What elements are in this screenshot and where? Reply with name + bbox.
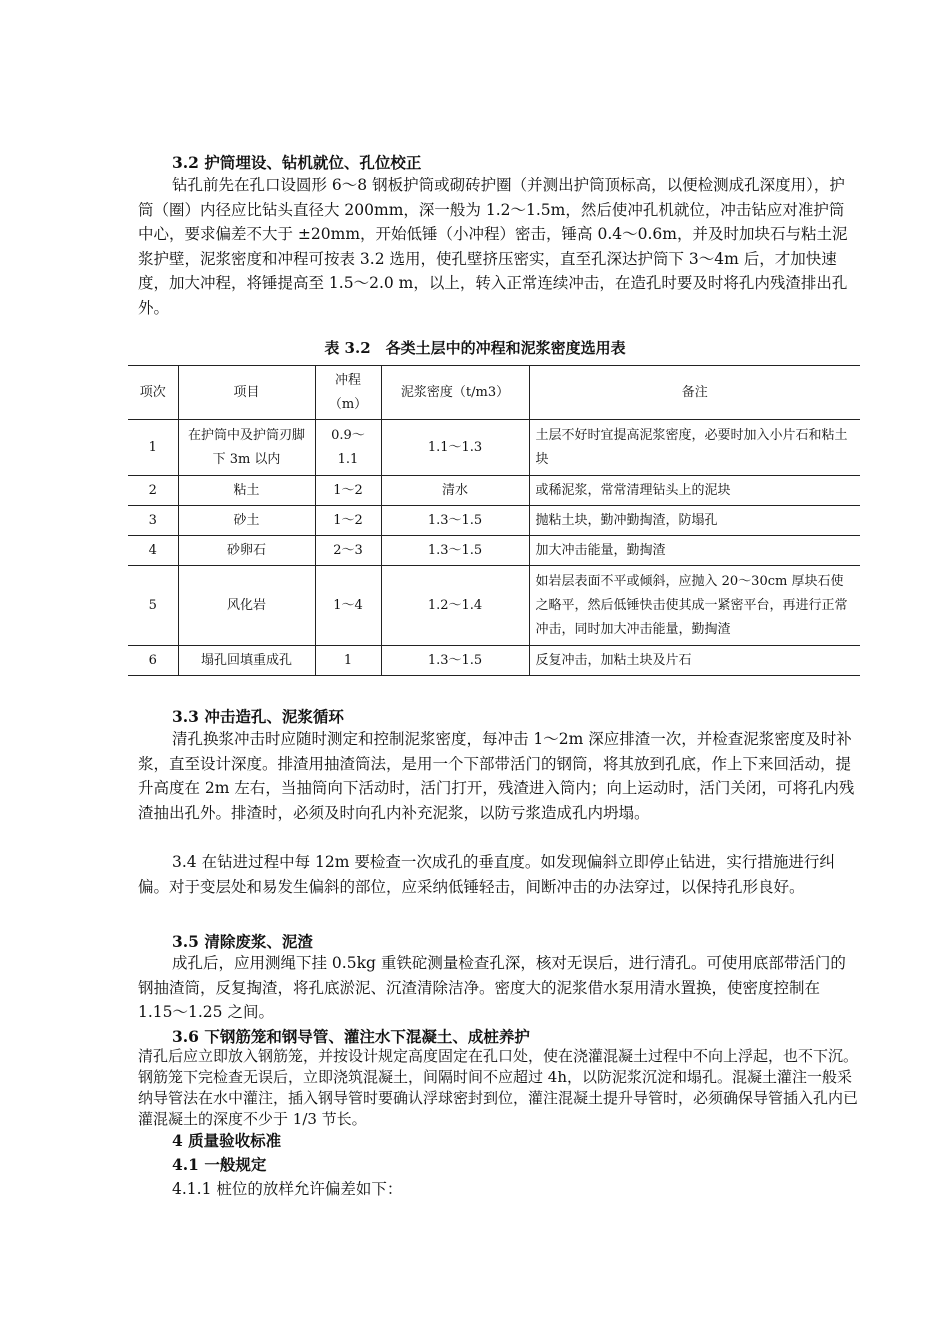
- section-3-5-heading: 3.5 清除废浆、泥渣: [172, 932, 313, 951]
- cell-density: 1.3～1.5: [381, 536, 529, 566]
- header-item: 项目: [178, 366, 315, 420]
- table-row: [128, 646, 860, 676]
- table-row: [128, 506, 860, 536]
- cell-density: 1.1～1.3: [381, 420, 529, 476]
- cell-stroke: 1～4: [315, 566, 381, 646]
- section-3-2-body: 钻孔前先在孔口设圆形 6～8 钢板护筒或砌砖护圈（并测出护筒顶标高，以便检测成孔深度用），护筒（圈）内径应比钻头直径大 200mm，深一般为 1.2～1.5m，然后使冲孔机就位，冲击钻应对准护筒中心，要求偏差不大于 ±20mm，开始低锤（小冲程）密击，锤高 0.4～0.6m，并及时加块石与粘土泥浆护壁，泥浆密度和冲程可按表 3.2 选用，使孔壁挤压密实，直至孔深达护筒下 3～4m 后，才加快速度，加大冲程，将锤提高至 1.5～2.0 m，以上，转入正常连续冲击，在造孔时要及时将孔内残渣排出孔外。: [138, 176, 848, 317]
- table-row: [128, 536, 860, 566]
- cell-item: 砂土: [178, 506, 315, 536]
- cell-stroke: 2～3: [315, 536, 381, 566]
- cell-index: 6: [128, 646, 178, 676]
- cell-item: 粘土: [178, 476, 315, 506]
- cell-item: 风化岩: [178, 566, 315, 646]
- cell-remark: 加大冲击能量，勤掏渣: [529, 536, 860, 566]
- cell-remark: 如岩层表面不平或倾斜，应抛入 20～30cm 厚块石使之略平，然后低锤快击使其成一紧密平台，再进行正常冲击，同时加大冲击能量，勤掏渣: [529, 566, 860, 646]
- section-3-6-body: 清孔后应立即放入钢筋笼，并按设计规定高度固定在孔口处，使在浇灌混凝土过程中不向上浮起，也不下沉。钢筋笼下完检查无误后，立即浇筑混凝土，间隔时间不应超过 4h，以防泥浆沉淀和塌孔。混凝土灌注一般采纳导管法在水中灌注，插入钢导管时要确认浮球密封到位，灌注混凝土提升导管时，必须确保导管插入孔内已灌混凝土的深度不少于 1/3 节长。: [138, 1047, 859, 1128]
- cell-density: 1.2～1.4: [381, 566, 529, 646]
- section-3-4-body: 3.4 在钻进过程中每 12m 要检查一次成孔的垂直度。如发现偏斜立即停止钻进，实行措施进行纠偏。对于变层处和易发生偏斜的部位，应采纳低锤轻击，间断冲击的办法穿过，以保持孔形良好。: [138, 853, 835, 896]
- table-row: [128, 420, 860, 476]
- cell-remark: 抛粘土块，勤冲勤掏渣，防塌孔: [529, 506, 860, 536]
- cell-index: 1: [128, 420, 178, 476]
- cell-item: 在护筒中及护筒刃脚下 3m 以内: [178, 420, 315, 476]
- cell-stroke: 1～2: [315, 506, 381, 536]
- cell-index: 2: [128, 476, 178, 506]
- header-remark: 备注: [529, 366, 860, 420]
- cell-stroke: 1: [315, 646, 381, 676]
- cell-density: 1.3～1.5: [381, 506, 529, 536]
- cell-item: 塌孔回填重成孔: [178, 646, 315, 676]
- section-3-5-body: 成孔后，应用测绳下挂 0.5kg 重铁砣测量检查孔深，核对无误后，进行清孔。可使用底部带活门的钢抽渣筒，反复掏渣，将孔底淤泥、沉渣清除洁净。密度大的泥浆借水泵用清水置换，使密度控制在 1.15～1.25 之间。: [138, 954, 846, 1021]
- table-caption: 表 3.2 各类土层中的冲程和泥浆密度选用表: [324, 339, 626, 357]
- cell-item: 砂卵石: [178, 536, 315, 566]
- cell-remark: 土层不好时宜提高泥浆密度，必要时加入小片石和粘土块: [529, 420, 860, 476]
- cell-stroke: 1～2: [315, 476, 381, 506]
- cell-index: 5: [128, 566, 178, 646]
- section-3-3-body: 清孔换浆冲击时应随时测定和控制泥浆密度，每冲击 1～2m 深应排渣一次，并检查泥浆密度及时补浆，直至设计深度。排渣用抽渣筒法，是用一个下部带活门的钢筒，将其放到孔底，作上下来回活动，提升高度在 2m 左右，当抽筒向下活动时，活门打开，残渣进入筒内；向上运动时，活门关闭，可将孔内残渣抽出孔外。排渣时，必须及时向孔内补充泥浆，以防亏浆造成孔内坍塌。: [138, 730, 855, 822]
- section-3-6-heading: 3.6 下钢筋笼和钢导管、灌注水下混凝土、成桩养护: [172, 1027, 530, 1046]
- table-3-2: [128, 365, 860, 676]
- cell-density: 清水: [381, 476, 529, 506]
- table-header-row: [128, 366, 860, 420]
- cell-density: 1.3～1.5: [381, 646, 529, 676]
- section-4-1-heading: 4.1 一般规定: [172, 1155, 267, 1174]
- item-4-1-1: 4.1.1 桩位的放样允许偏差如下：: [172, 1180, 403, 1198]
- header-stroke: 冲程（m）: [315, 366, 381, 420]
- cell-remark: 或稀泥浆，常常清理钻头上的泥块: [529, 476, 860, 506]
- header-density: 泥浆密度（t/m3）: [381, 366, 529, 420]
- table-row: [128, 566, 860, 646]
- section-3-2-heading: 3.2 护筒埋设、钻机就位、孔位校正: [172, 153, 422, 172]
- cell-index: 3: [128, 506, 178, 536]
- cell-stroke: 0.9～1.1: [315, 420, 381, 476]
- table-row: [128, 476, 860, 506]
- header-index: 项次: [128, 366, 178, 420]
- cell-remark: 反复冲击，加粘土块及片石: [529, 646, 860, 676]
- cell-index: 4: [128, 536, 178, 566]
- section-3-3-heading: 3.3 冲击造孔、泥浆循环: [172, 707, 344, 726]
- section-4-heading: 4 质量验收标准: [172, 1131, 282, 1150]
